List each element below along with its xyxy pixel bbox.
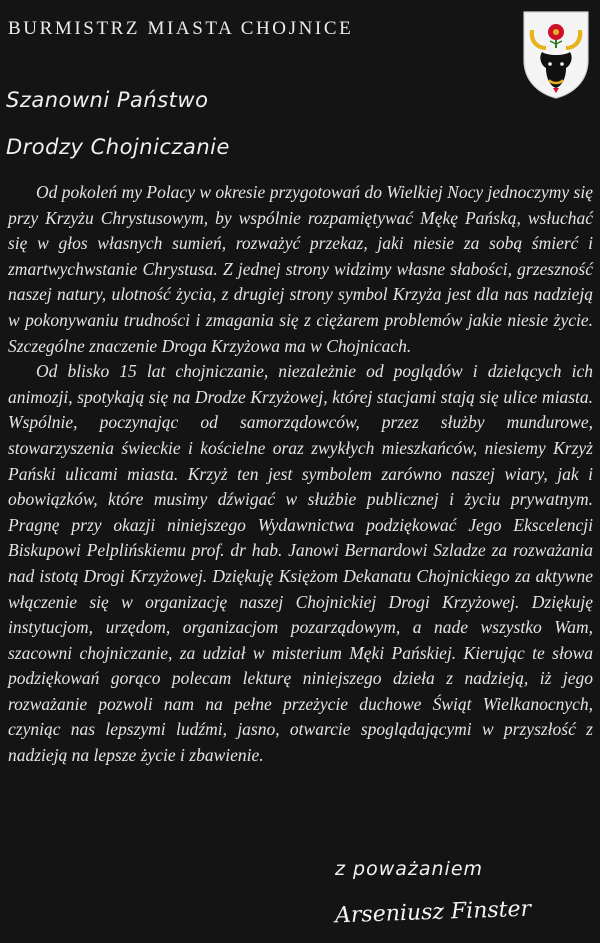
letter-paragraph-1: Od pokoleń my Polacy w okresie przygotowań do Wielkiej Nocy jednoczymy się przy Krzyżu Chrystusowym, by wspólnie rozpamiętywać Mękę Pańską, wsłuchać się w głos własnych sumień, rozważyć przekaz, jaki niesie za sobą śmierć i zmartwychwstanie Chrystusa. Z jednej strony widzimy własne słabości, grzeszność naszej natury, ulotność życia, z drugiej strony symbol Krzyża jest dla nas nadzieją w pokonywaniu trudności i zmagania się z ciężarem problemów jakie niesie życie. Szczególne znaczenie Droga Krzyżowa ma w Chojnicach. <box>8 182 593 356</box>
letterhead-title: BURMISTRZ MIASTA CHOJNICE <box>8 18 354 39</box>
chojnice-coat-of-arms-icon <box>520 8 592 100</box>
letter-body <box>8 180 593 769</box>
handwritten-signature: Arseniusz Finster <box>334 896 532 929</box>
letter-paragraph-2: Od blisko 15 lat chojniczanie, niezależnie od poglądów i dzielących ich animozji, spotykają się na Drodze Krzyżowej, której stacjami stają się ulice miasta. Wspólnie, poczynając od samorządowców, przez służby mundurowe, stowarzyszenia świeckie i kościelne oraz zwykłych mieszkańców, niesiemy Krzyż Pański ulicami miasta. Krzyż ten jest symbolem zarówno naszej wiary, jak i obowiązków, które musimy dźwigać w służbie publicznej i życiu prywatnym. Pragnę przy okazji niniejszego Wydawnictwa podziękować Jego Ekscelencji Biskupowi Pelplińskiemu prof. dr hab. Janowi Bernardowi Szladze za rozważania nad istotą Drogi Krzyżowej. Dziękuję Księżom Dekanatu Chojnickiego za aktywne włączenie się w organizację naszej Chojnickiej Drogi Krzyżowej. Dziękuję instytucjom, urzędom, organizacjom pozarządowym, a nade wszystko Wam, szacowni chojniczanie, za udział w misterium Męki Pańskiej. Kierując te słowa podziękowań gorąco polecam lekturę niniejszego dzieła z nadzieją, iż jego rozważanie pozwoli nam na pełne przeżycie duchowe Świąt Wielkanocnych, czyniąc nas lepszymi ludźmi, jasno, otwarcie spoglądającymi w przyszłość z nadzieją na lepsze życie i zbawienie. <box>8 361 593 766</box>
closing-phrase: z poważaniem <box>335 858 484 880</box>
salutation-line-2: Drodzy Chojniczanie <box>6 135 230 159</box>
salutation-line-1: Szanowni Państwo <box>6 88 209 112</box>
